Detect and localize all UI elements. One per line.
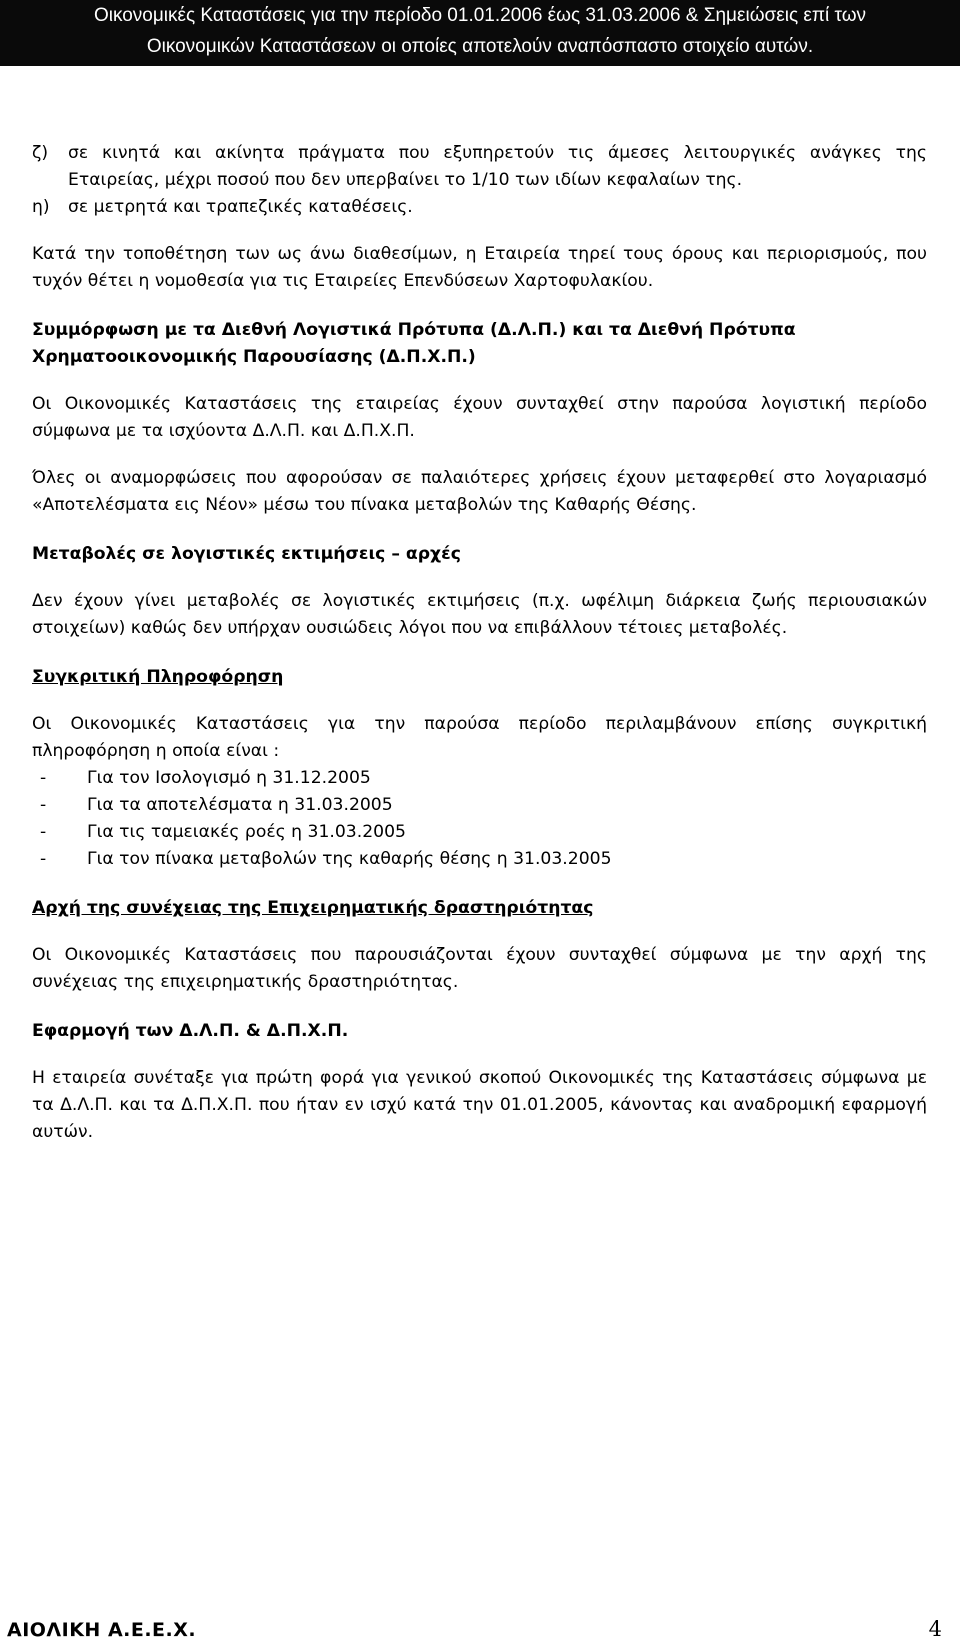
- list-item: [32, 819, 927, 846]
- application-heading: Εφαρμογή των Δ.Λ.Π. & Δ.Π.Χ.Π.: [32, 1021, 349, 1041]
- list-item: [32, 792, 927, 819]
- header-line-2: Οικονομικών Καταστάσεων οι οποίες αποτελούν αναπόσπαστο στοιχείο αυτών.: [146, 36, 814, 57]
- list-item-text: Για τον Ισολογισμό η 31.12.2005: [87, 768, 371, 788]
- list-marker: -: [40, 849, 47, 869]
- list-marker: ζ): [32, 143, 49, 163]
- list-marker: η): [32, 197, 50, 217]
- list-item: [32, 846, 927, 873]
- list-item: [32, 140, 927, 194]
- page-header: [0, 0, 960, 66]
- placement-paragraph: Κατά την τοποθέτηση των ως άνω διαθεσίμων, η Εταιρεία τηρεί τους όρους και περιορισμούς, που τυχόν θέτει η νομοθεσία για τις Εταιρείες Επενδύσεων Χαρτοφυλακίου.: [32, 244, 927, 291]
- page-number: 4: [928, 1617, 942, 1641]
- footer-company: ΑΙΟΛΙΚΗ Α.Ε.Ε.Χ.: [7, 1619, 197, 1641]
- document-body: [32, 140, 927, 1146]
- list-item-text: σε μετρητά και τραπεζικές καταθέσεις.: [68, 197, 413, 217]
- list-marker: -: [40, 822, 47, 842]
- header-line-1: Οικονομικές Καταστάσεις για την περίοδο 01.01.2006 έως 31.03.2006 & Σημειώσεις επί των: [93, 5, 867, 26]
- list-item-text: Για τις ταμειακές ροές η 31.03.2005: [87, 822, 406, 842]
- compliance-heading: Συμμόρφωση με τα Διεθνή Λογιστικά Πρότυπα (Δ.Λ.Π.) και τα Διεθνή Πρότυπα Χρηματοοικονομικής Παρουσίασης (Δ.Π.Χ.Π.): [32, 320, 796, 367]
- list-marker: -: [40, 795, 47, 815]
- estimates-paragraph: Δεν έχουν γίνει μεταβολές σε λογιστικές εκτιμήσεις (π.χ. ωφέλιμη διάρκεια ζωής περιουσιακών στοιχείων) καθώς δεν υπήρχαν ουσιώδεις λόγοι που να επιβάλλουν τέτοιες μεταβολές.: [32, 591, 927, 638]
- list-item-text: Για τα αποτελέσματα η 31.03.2005: [87, 795, 393, 815]
- list-item-text: Για τον πίνακα μεταβολών της καθαρής θέσης η 31.03.2005: [87, 849, 612, 869]
- compliance-paragraph-2: Όλες οι αναμορφώσεις που αφορούσαν σε παλαιότερες χρήσεις έχουν μεταφερθεί στο λογαριασμό «Αποτελέσματα εις Νέον» μέσω του πίνακα μεταβολών της Καθαρής Θέσης.: [32, 468, 927, 515]
- compliance-paragraph-1: Οι Οικονομικές Καταστάσεις της εταιρείας έχουν συνταχθεί στην παρούσα λογιστική περίοδο σύμφωνα με τα ισχύοντα Δ.Λ.Π. και Δ.Π.Χ.Π.: [32, 394, 927, 441]
- going-concern-heading: Αρχή της συνέχειας της Επιχειρηματικής δραστηριότητας: [32, 898, 594, 918]
- list-item-text: σε κινητά και ακίνητα πράγματα που εξυπηρετούν τις άμεσες λειτουργικές ανάγκες της Εταιρείας, μέχρι ποσού που δεν υπερβαίνει το 1/10 των ιδίων κεφαλαίων της.: [68, 143, 927, 190]
- list-item: [32, 194, 927, 221]
- application-paragraph: Η εταιρεία συνέταξε για πρώτη φορά για γενικού σκοπού Οικονομικές της Καταστάσεις σύμφωνα με τα Δ.Λ.Π. και τα Δ.Π.Χ.Π. που ήταν εν ισχύ κατά την 01.01.2005, κάνοντας και αναδρομική εφαρμογή αυτών.: [32, 1068, 927, 1142]
- list-marker: -: [40, 768, 47, 788]
- estimates-heading: Μεταβολές σε λογιστικές εκτιμήσεις – αρχές: [32, 544, 461, 564]
- comparative-paragraph: Οι Οικονομικές Καταστάσεις για την παρούσα περίοδο περιλαμβάνουν επίσης συγκριτική πληροφόρηση η οποία είναι :: [32, 714, 927, 761]
- list-item: [32, 765, 927, 792]
- going-concern-paragraph: Οι Οικονομικές Καταστάσεις που παρουσιάζονται έχουν συνταχθεί σύμφωνα με την αρχή της συνέχειας της επιχειρηματικής δραστηριότητας.: [32, 945, 927, 992]
- comparative-heading: Συγκριτική Πληροφόρηση: [32, 667, 284, 687]
